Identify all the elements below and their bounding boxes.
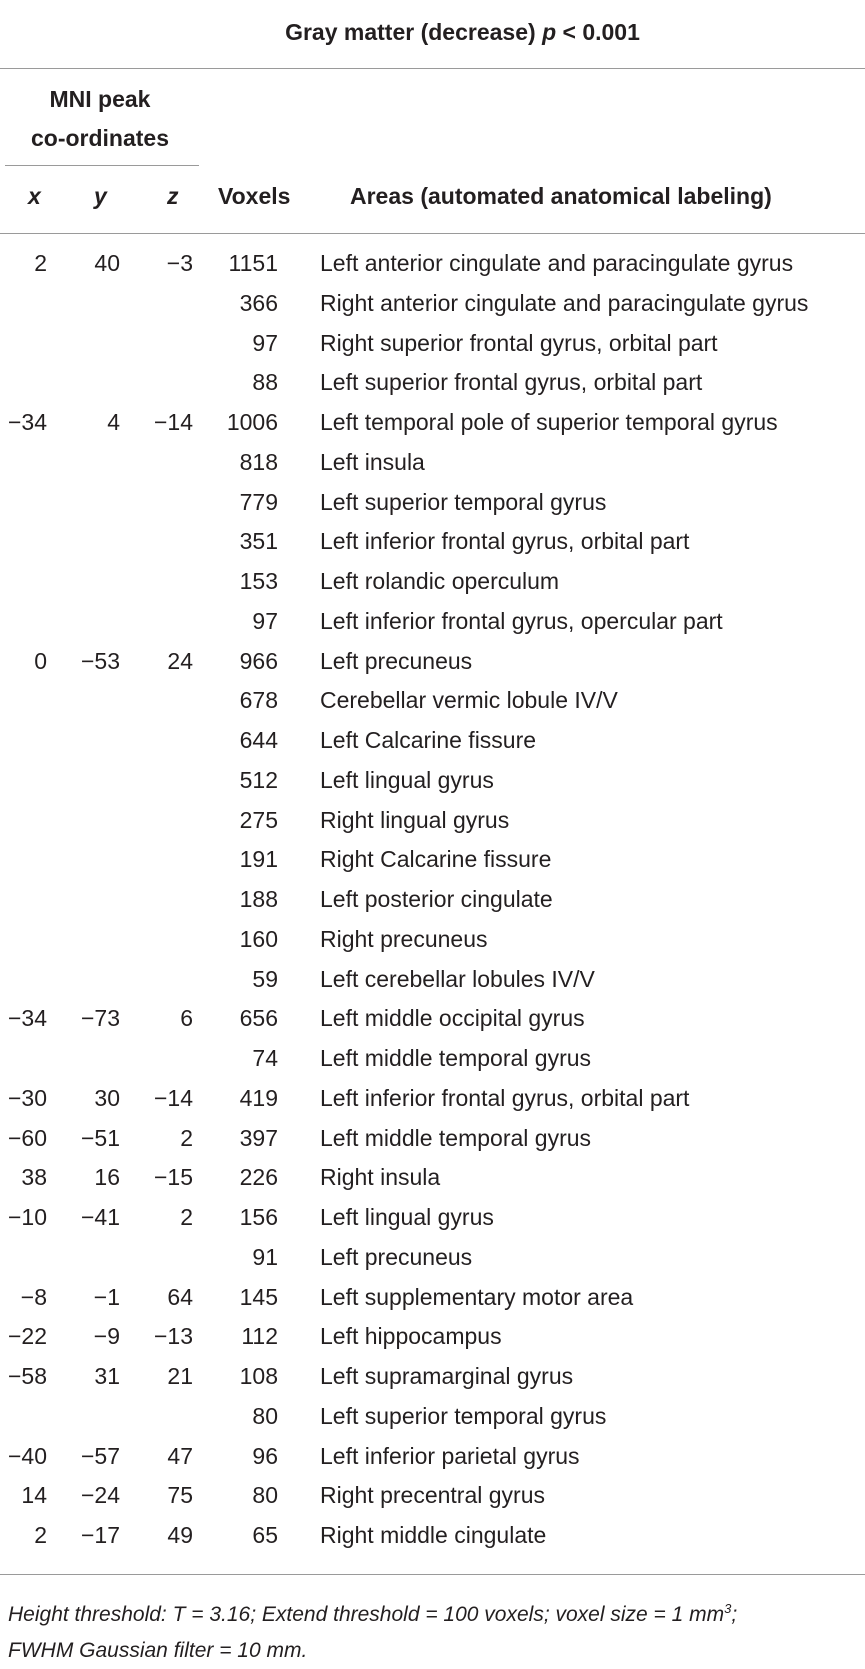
table-row [0, 443, 865, 483]
cell-x: −58 [7, 1363, 47, 1389]
cell-voxels: 644 [239, 727, 278, 753]
cell-x: −60 [7, 1124, 47, 1151]
cell-x: −40 [7, 1442, 47, 1469]
cell-y: −17 [80, 1522, 120, 1548]
cell-area: Right middle cingulate [320, 1522, 547, 1548]
cell-area: Left lingual gyrus [320, 1204, 494, 1230]
table-row [0, 721, 865, 761]
cell-z: −3 [166, 250, 193, 276]
cell-z: 75 [167, 1482, 193, 1509]
cell-x: 2 [34, 1522, 47, 1548]
title-rule [0, 68, 865, 69]
table-row [0, 1079, 865, 1119]
cell-area: Right insula [320, 1164, 441, 1191]
table-row [0, 244, 865, 284]
mni-peak-header [0, 80, 200, 158]
table-row [0, 880, 865, 920]
cell-voxels: 226 [239, 1164, 278, 1191]
cell-voxels: 80 [252, 1402, 278, 1429]
table-row [0, 999, 865, 1039]
cell-voxels: 275 [239, 806, 278, 833]
cell-z: −15 [153, 1164, 193, 1191]
cell-voxels: 96 [252, 1442, 278, 1469]
cell-z: 6 [180, 1005, 193, 1032]
cell-x: 38 [21, 1164, 47, 1191]
table-row [0, 960, 865, 1000]
cell-area: Left superior frontal gyrus, orbital part [320, 369, 703, 396]
cell-area: Left inferior frontal gyrus, orbital part [320, 528, 690, 555]
cell-area: Right anterior cingulate and paracingulate gyrus [320, 289, 809, 316]
table-row [0, 681, 865, 721]
table-row [0, 1476, 865, 1516]
cell-area: Left supramarginal gyrus [320, 1363, 574, 1389]
cell-voxels: 112 [241, 1323, 278, 1350]
title-p-symbol: p [542, 19, 557, 45]
column-header-voxels: Voxels [218, 183, 291, 209]
cell-x: 2 [34, 250, 47, 276]
table-row [0, 1278, 865, 1318]
cell-x: −30 [7, 1084, 47, 1111]
cell-x: −34 [7, 1005, 47, 1032]
cell-y: 30 [94, 1084, 120, 1111]
table-row [0, 642, 865, 682]
cell-y: 31 [94, 1363, 120, 1389]
cell-area: Left precuneus [320, 647, 473, 674]
cell-y: −41 [80, 1204, 120, 1230]
bottom-rule [0, 1574, 865, 1575]
cell-area: Right precuneus [320, 925, 488, 952]
cell-area: Right precentral gyrus [320, 1482, 545, 1509]
column-header-areas: Areas (automated anatomical labeling) [350, 183, 772, 209]
cell-area: Left hippocampus [320, 1323, 502, 1350]
table-row [0, 363, 865, 403]
footnote-semicolon: ; [731, 1603, 738, 1626]
title-threshold: < 0.001 [556, 19, 640, 45]
table-row [0, 1119, 865, 1159]
cell-z: −14 [153, 409, 193, 435]
cell-x: 14 [21, 1482, 47, 1509]
footnote-thresholds: Height threshold: T = 3.16; Extend threshold = 100 voxels; voxel size = 1 mm [8, 1603, 725, 1626]
table-title [0, 14, 865, 50]
cell-y: 16 [94, 1164, 120, 1191]
mni-header-line2: co-ordinates [30, 125, 170, 151]
table-row [0, 1437, 865, 1477]
table-row [0, 1039, 865, 1079]
cell-x: −8 [20, 1283, 47, 1310]
cell-y: −53 [80, 647, 120, 674]
cell-voxels: 351 [239, 528, 278, 555]
cell-area: Left superior temporal gyrus [320, 488, 607, 515]
cell-y: −73 [80, 1005, 120, 1032]
cell-y: −9 [93, 1323, 120, 1350]
cell-voxels: 188 [239, 886, 278, 912]
cell-x: −10 [7, 1204, 47, 1230]
cell-area: Left middle temporal gyrus [320, 1045, 592, 1071]
table-row [0, 324, 865, 364]
table-row [0, 1357, 865, 1397]
table-row [0, 483, 865, 523]
cell-y: −51 [80, 1124, 120, 1151]
cell-voxels: 91 [252, 1243, 278, 1270]
cell-voxels: 97 [252, 607, 278, 634]
cell-z: 2 [180, 1204, 193, 1230]
cell-voxels: 156 [239, 1204, 278, 1230]
cell-voxels: 366 [239, 289, 278, 316]
cell-area: Left inferior frontal gyrus, opercular part [320, 607, 723, 634]
cell-z: 64 [167, 1283, 193, 1310]
cell-x: −34 [7, 409, 47, 435]
table-row [0, 801, 865, 841]
cell-y: −57 [80, 1442, 120, 1469]
table-row [0, 761, 865, 801]
table-row [0, 1516, 865, 1556]
footnote-line1 [8, 1591, 865, 1633]
footnote-superscript: 3 [724, 1601, 732, 1616]
cell-area: Left insula [320, 448, 425, 475]
cell-voxels: 160 [239, 925, 278, 952]
table-row [0, 1238, 865, 1278]
cell-area: Left inferior frontal gyrus, orbital part [320, 1084, 690, 1111]
table-row [0, 840, 865, 880]
cell-y: 4 [107, 409, 120, 435]
cell-area: Left rolandic operculum [320, 568, 560, 594]
cell-voxels: 88 [252, 369, 278, 396]
cell-area: Right superior frontal gyrus, orbital part [320, 329, 718, 356]
footnote-line2: FWHM Gaussian filter = 10 mm. [8, 1639, 308, 1662]
cell-area: Left Calcarine fissure [320, 727, 537, 753]
cell-z: 47 [167, 1442, 193, 1469]
table-row [0, 1198, 865, 1238]
cell-voxels: 191 [239, 846, 278, 873]
cell-x: 0 [34, 647, 47, 674]
table-row [0, 920, 865, 960]
mni-header-rule [5, 165, 199, 166]
cell-voxels: 512 [239, 766, 278, 793]
table-row [0, 284, 865, 324]
cell-area: Left temporal pole of superior temporal gyrus [320, 409, 778, 435]
table-row [0, 1317, 865, 1357]
cell-y: 40 [94, 250, 120, 276]
mni-header-line1: MNI peak [49, 86, 151, 112]
cell-area: Left superior temporal gyrus [320, 1402, 607, 1429]
header-rule [0, 233, 865, 234]
cell-x: −22 [7, 1323, 47, 1350]
cell-area: Right Calcarine fissure [320, 846, 552, 873]
table-footnote [8, 1591, 865, 1669]
cell-voxels: 65 [252, 1522, 278, 1548]
cell-voxels: 145 [239, 1283, 278, 1310]
cell-z: 2 [180, 1124, 193, 1151]
cell-area: Left anterior cingulate and paracingulate gyrus [320, 250, 794, 276]
cell-area: Left inferior parietal gyrus [320, 1442, 580, 1469]
cell-area: Left precuneus [320, 1243, 473, 1270]
cell-z: −13 [153, 1323, 193, 1350]
cell-voxels: 419 [239, 1084, 278, 1111]
cell-z: 49 [167, 1522, 193, 1548]
cell-area: Left posterior cingulate [320, 886, 553, 912]
cell-area: Right lingual gyrus [320, 806, 510, 833]
cell-voxels: 397 [239, 1124, 278, 1151]
column-header-z: z [167, 183, 179, 209]
cell-voxels: 97 [252, 329, 278, 356]
cell-voxels: 108 [239, 1363, 278, 1389]
table-row [0, 522, 865, 562]
cell-voxels: 678 [239, 687, 278, 714]
cell-voxels: 779 [239, 488, 278, 515]
cell-z: −14 [153, 1084, 193, 1111]
cell-voxels: 1006 [226, 409, 278, 435]
title-text: Gray matter (decrease) [285, 19, 543, 45]
table-row [0, 403, 865, 443]
cell-voxels: 818 [239, 448, 278, 475]
cell-z: 21 [167, 1363, 193, 1389]
cell-area: Cerebellar vermic lobule IV/V [320, 687, 618, 714]
cell-voxels: 966 [239, 647, 278, 674]
cell-voxels: 1151 [228, 250, 278, 276]
cell-z: 24 [167, 647, 193, 674]
table-body [0, 244, 865, 1556]
cell-area: Left supplementary motor area [320, 1283, 634, 1310]
cell-voxels: 80 [252, 1482, 278, 1509]
table-row [0, 1158, 865, 1198]
table-row [0, 1397, 865, 1437]
cell-voxels: 74 [252, 1045, 278, 1071]
column-header-x: x [28, 183, 41, 209]
cell-voxels: 153 [239, 568, 278, 594]
table-row [0, 602, 865, 642]
cell-area: Left lingual gyrus [320, 766, 494, 793]
cell-voxels: 59 [252, 965, 278, 992]
cell-y: −24 [80, 1482, 120, 1509]
cell-y: −1 [93, 1283, 120, 1310]
cell-voxels: 656 [239, 1005, 278, 1032]
cell-area: Left cerebellar lobules IV/V [320, 965, 595, 992]
table-row [0, 562, 865, 602]
column-header-y: y [94, 183, 107, 209]
cell-area: Left middle occipital gyrus [320, 1005, 585, 1032]
cell-area: Left middle temporal gyrus [320, 1124, 592, 1151]
